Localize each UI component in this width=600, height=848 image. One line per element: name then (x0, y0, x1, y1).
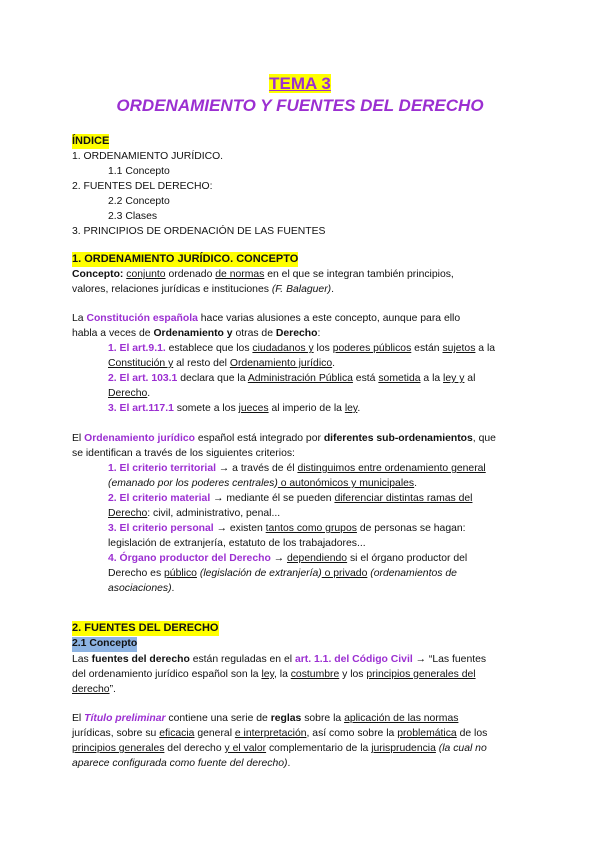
art-9-1-line-1: 1. El art.9.1. establece que los ciudadanos y los poderes públicos están sujetos a la (108, 343, 496, 354)
tema-title: TEMA 3 (269, 74, 331, 93)
organo-productor-line-1: 4. Órgano productor del Derecho → dependiendo si el órgano productor del (108, 553, 468, 564)
constitucion-line-1: La Constitución española hace varias alusiones a este concepto, aunque para ello (72, 313, 461, 324)
indice-item: 2.3 Clases (108, 211, 158, 222)
fuentes-line-2: del ordenamiento jurídico español son la ley, la costumbre y los principios generales del (72, 669, 476, 680)
criterio-territorial-line-2: (emanado por los poderes centrales) o autonómicos y municipales. (108, 478, 418, 489)
indice-item: 2.2 Concepto (108, 196, 170, 207)
indice-item: 2. FUENTES DEL DERECHO: (72, 181, 213, 192)
art-117-1-line: 3. El art.117.1 somete a los jueces al imperio de la ley. (108, 403, 361, 414)
criterio-material-line-1: 2. El criterio material → mediante él se pueden diferenciar distintas ramas del (108, 493, 473, 504)
criterio-territorial-line-1: 1. El criterio territorial → a través de él distinguimos entre ordenamiento general (108, 463, 486, 474)
criterio-personal-line-2: legislación de extranjería, estatuto de los trabajadores... (108, 538, 366, 549)
indice-heading: ÍNDICE (72, 135, 110, 147)
indice-item: 1.1 Concepto (108, 166, 170, 177)
constitucion-line-2: habla a veces de Ordenamiento y otras de Derecho: (72, 328, 321, 339)
organo-productor-line-3: asociaciones). (108, 583, 175, 594)
indice-item: 3. PRINCIPIOS DE ORDENACIÓN DE LAS FUENTES (72, 226, 326, 237)
criterio-personal-line-1: 3. El criterio personal → existen tantos como grupos de personas se hagan: (108, 523, 466, 534)
titulo-preliminar-line-3: principios generales del derecho y el valor complementario de la jurisprudencia (la cual no (72, 743, 487, 754)
art-103-1-line-2: Derecho. (108, 388, 151, 399)
fuentes-line-3: derecho”. (72, 684, 116, 695)
ordenamiento-line-1: El Ordenamiento jurídico español está integrado por diferentes sub-ordenamientos, que (72, 433, 496, 444)
fuentes-line-1: Las fuentes del derecho están reguladas en el art. 1.1. del Código Civil → “Las fuentes (72, 654, 487, 665)
concepto-line-2: valores, relaciones jurídicas e instituciones (F. Balaguer). (72, 284, 335, 295)
indice-item: 1. ORDENAMIENTO JURÍDICO. (72, 151, 224, 162)
titulo-preliminar-line-2: jurídicas, sobre su eficacia general e interpretación, así como sobre la problemática de los (72, 728, 488, 739)
document-subtitle: ORDENAMIENTO Y FUENTES DEL DERECHO (116, 96, 484, 115)
section2-subheading: 2.1 Concepto (72, 637, 137, 652)
art-103-1-line-1: 2. El art. 103.1 declara que la Administración Pública está sometida a la ley y al (108, 373, 476, 384)
organo-productor-line-2: Derecho es público (legislación de extranjería) o privado (ordenamientos de (108, 568, 457, 579)
section2-heading: 2. FUENTES DEL DERECHO (72, 622, 219, 634)
concepto-line-1: Concepto: conjunto ordenado de normas en el que se integran también principios, (72, 269, 454, 280)
section1-heading: 1. ORDENAMIENTO JURÍDICO. CONCEPTO (72, 253, 299, 265)
titulo-preliminar-line-1: El Título preliminar contiene una serie de reglas sobre la aplicación de las normas (72, 713, 459, 724)
ordenamiento-line-2: se identifican a través de los siguientes criterios: (72, 448, 295, 459)
titulo-preliminar-line-4: aparece configurada como fuente del derecho). (72, 758, 291, 769)
criterio-material-line-2: Derecho: civil, administrativo, penal... (108, 508, 281, 519)
art-9-1-line-2: Constitución y al resto del Ordenamiento jurídico. (108, 358, 335, 369)
